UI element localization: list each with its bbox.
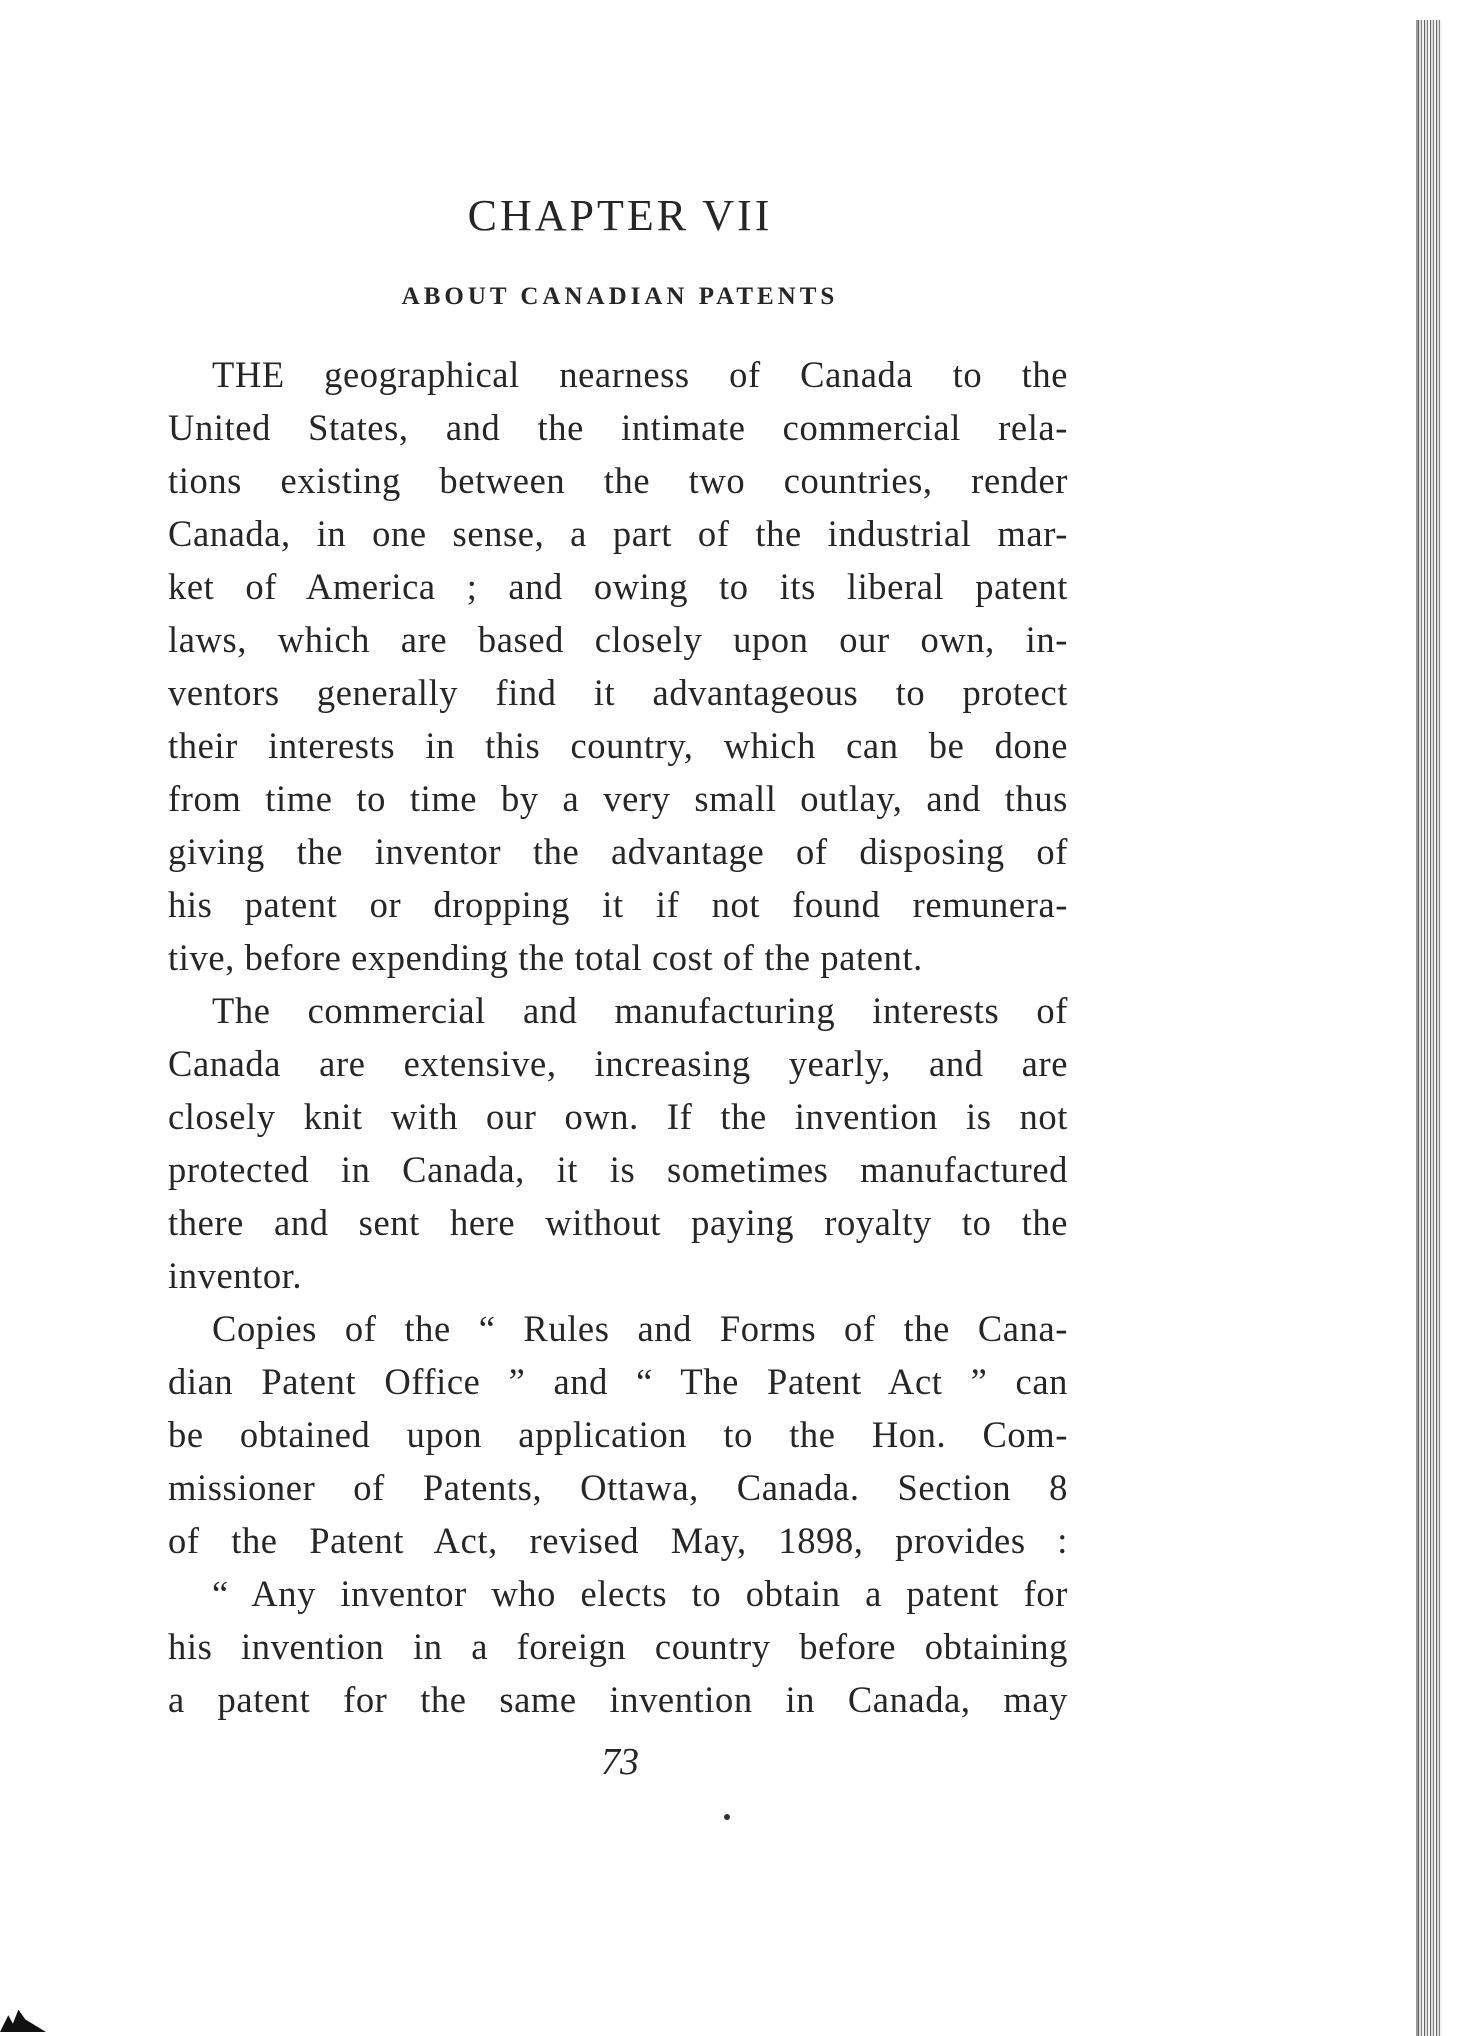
text-line: of the Patent Act, revised May, 1898, provides :: [168, 1520, 1068, 1561]
text-line: ket of America ; and owing to its liberal patent: [168, 566, 1068, 607]
page-binding-edge: [1418, 20, 1442, 2036]
text-line: dian Patent Office ” and “ The Patent Act ” can: [168, 1361, 1068, 1402]
chapter-subtitle: ABOUT CANADIAN PATENTS: [401, 283, 839, 310]
text-line: be obtained upon application to the Hon. Com-: [168, 1414, 1068, 1455]
text-line: protected in Canada, it is sometimes manufactured: [168, 1149, 1068, 1190]
text-line: inventor.: [168, 1255, 303, 1296]
text-line: THE geographical nearness of Canada to the: [212, 354, 1068, 395]
text-line: tions existing between the two countries, render: [168, 460, 1068, 501]
page-number: 73: [601, 1741, 639, 1783]
text-line: “ Any inventor who elects to obtain a patent for: [212, 1573, 1068, 1614]
text-line: his invention in a foreign country before obtaining: [168, 1626, 1068, 1667]
text-line: Copies of the “ Rules and Forms of the Cana-: [212, 1308, 1068, 1349]
chapter-title: CHAPTER VII: [467, 191, 773, 240]
ink-speck: [724, 1814, 730, 1820]
text-line: their interests in this country, which can be done: [168, 725, 1068, 766]
text-line: giving the inventor the advantage of disposing of: [168, 831, 1068, 872]
text-line: tive, before expending the total cost of the patent.: [168, 937, 923, 978]
chapter-body: [168, 348, 1068, 1726]
text-line: from time to time by a very small outlay, and thus: [168, 778, 1068, 819]
text-line: The commercial and manufacturing interests of: [212, 990, 1068, 1031]
text-line: Canada, in one sense, a part of the industrial mar-: [168, 513, 1068, 554]
text-line: laws, which are based closely upon our own, in-: [168, 619, 1068, 660]
text-line: a patent for the same invention in Canada, may: [168, 1679, 1068, 1720]
text-line: United States, and the intimate commercial rela-: [168, 407, 1068, 448]
scan-corner-mark: [0, 2004, 46, 2032]
text-line: closely knit with our own. If the invention is not: [168, 1096, 1068, 1137]
text-line: there and sent here without paying royalty to the: [168, 1202, 1068, 1243]
text-line: his patent or dropping it if not found remunera-: [168, 884, 1068, 925]
text-line: missioner of Patents, Ottawa, Canada. Section 8: [168, 1467, 1068, 1508]
text-line: ventors generally find it advantageous to protect: [168, 672, 1068, 713]
text-line: Canada are extensive, increasing yearly, and are: [168, 1043, 1068, 1084]
